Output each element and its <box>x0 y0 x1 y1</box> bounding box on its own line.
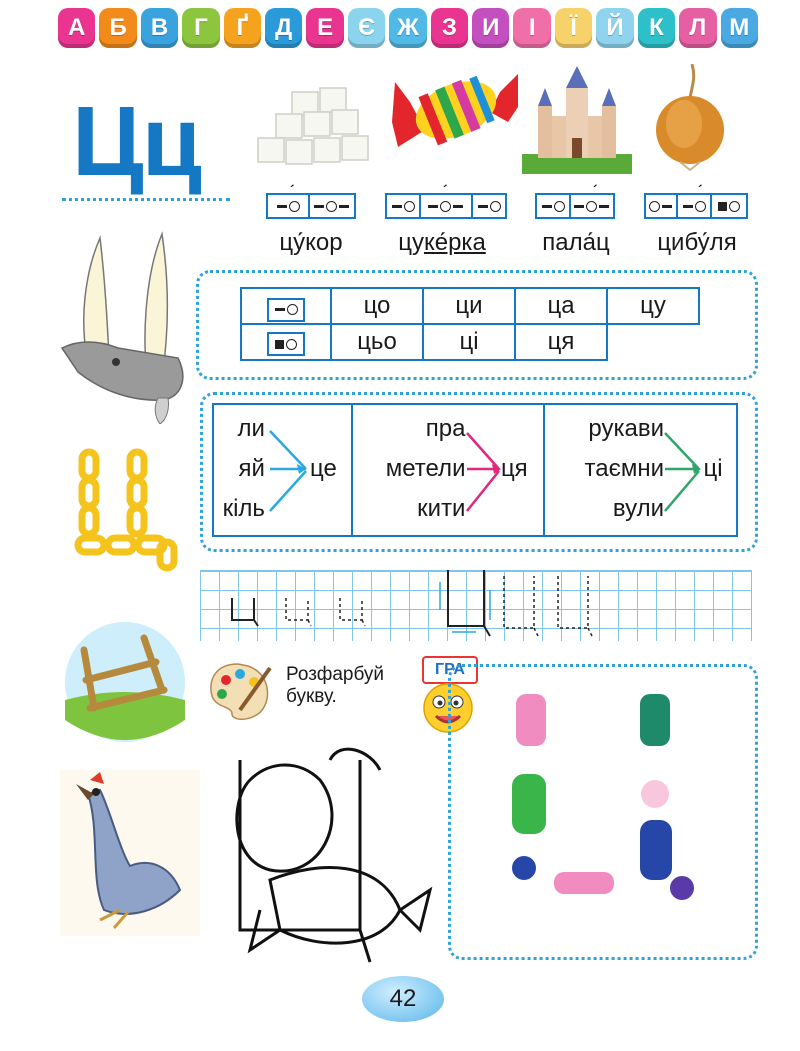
onion-image <box>652 64 728 172</box>
alphabet-letter: Б <box>99 8 136 48</box>
instruction-line: Розфарбуй <box>286 664 385 685</box>
combo-syllable: кити <box>417 495 466 522</box>
table-cell: ци <box>423 288 515 324</box>
empty-cell <box>607 324 699 360</box>
combo-arrows <box>465 419 505 523</box>
combo-syllable: ли <box>237 415 265 442</box>
combo-group-2 <box>353 405 546 535</box>
word-palace: пала́ц <box>542 229 610 256</box>
alphabet-letter: З <box>431 8 468 48</box>
alphabet-letter: Ж <box>389 8 426 48</box>
table-cell: цо <box>331 288 423 324</box>
word-onion: цибу́ля <box>657 229 737 256</box>
combo-ending: ці <box>703 455 723 482</box>
bench-image <box>64 620 186 744</box>
syllable-combo-table <box>212 403 738 537</box>
combo-ending: ця <box>500 455 528 482</box>
combo-group-1 <box>214 405 353 535</box>
table-cell: ця <box>515 324 607 360</box>
big-letter-title: Цц <box>72 86 200 196</box>
combo-arrows <box>266 419 312 523</box>
sugar-cubes-image <box>250 82 380 177</box>
combo-syllable: вули <box>612 495 664 522</box>
alphabet-letter: Е <box>306 8 343 48</box>
chain-letter-image <box>68 446 184 576</box>
hard-mark-cell <box>241 288 331 324</box>
word-scheme-3: ´ <box>535 193 615 219</box>
game-badge-label: ГРА <box>422 656 478 684</box>
alphabet-letter: К <box>638 8 675 48</box>
alphabet-letter: Ї <box>555 8 592 48</box>
table-row <box>241 288 699 324</box>
goat-image <box>58 228 190 424</box>
candy-letter-image <box>500 684 720 920</box>
table-cell: ці <box>423 324 515 360</box>
table-cell: цу <box>607 288 699 324</box>
combo-group-3 <box>545 405 736 535</box>
divider <box>62 198 230 201</box>
combo-syllable: пра <box>425 415 466 442</box>
alphabet-letter: Є <box>348 8 385 48</box>
alphabet-letter: І <box>513 8 550 48</box>
alphabet-letter: М <box>721 8 758 48</box>
candy-image <box>390 52 520 172</box>
alphabet-letter: Д <box>265 8 302 48</box>
table-cell: цьо <box>331 324 423 360</box>
alphabet-letter: Л <box>679 8 716 48</box>
syllable-table <box>240 287 700 361</box>
alphabet-letter: А <box>58 8 95 48</box>
bird-image <box>60 770 200 936</box>
letter-tracing <box>200 570 752 640</box>
soft-mark-cell <box>241 324 331 360</box>
palace-image <box>522 66 632 174</box>
table-cell: ца <box>515 288 607 324</box>
word-candy: цуке́рка <box>398 229 486 256</box>
page-number: 42 <box>362 976 444 1022</box>
alphabet-letter: Г <box>182 8 219 48</box>
table-row <box>241 324 699 360</box>
instruction-line: букву. <box>286 686 337 707</box>
palette-icon <box>206 660 276 724</box>
word-scheme-2: ´ <box>385 193 507 219</box>
word-scheme-4: ´ <box>644 193 748 219</box>
candy-column-left <box>512 694 546 880</box>
combo-syllable: метели <box>385 455 466 482</box>
alphabet-letter: Ґ <box>224 8 261 48</box>
alphabet-strip <box>58 8 758 50</box>
alphabet-letter: Й <box>596 8 633 48</box>
combo-syllable: рукави <box>588 415 664 442</box>
combo-syllable: кіль <box>222 495 265 522</box>
alphabet-letter: В <box>141 8 178 48</box>
combo-ending: це <box>310 455 337 482</box>
combo-syllable: яй <box>238 455 265 482</box>
coloring-instruction <box>286 664 384 708</box>
combo-syllable: таємни <box>584 455 664 482</box>
word-scheme-1: ´ <box>266 193 356 219</box>
combo-arrows <box>663 419 705 523</box>
alphabet-letter: И <box>472 8 509 48</box>
candy-outline-drawing <box>210 740 438 966</box>
word-sugar: цу́кор <box>279 229 343 256</box>
